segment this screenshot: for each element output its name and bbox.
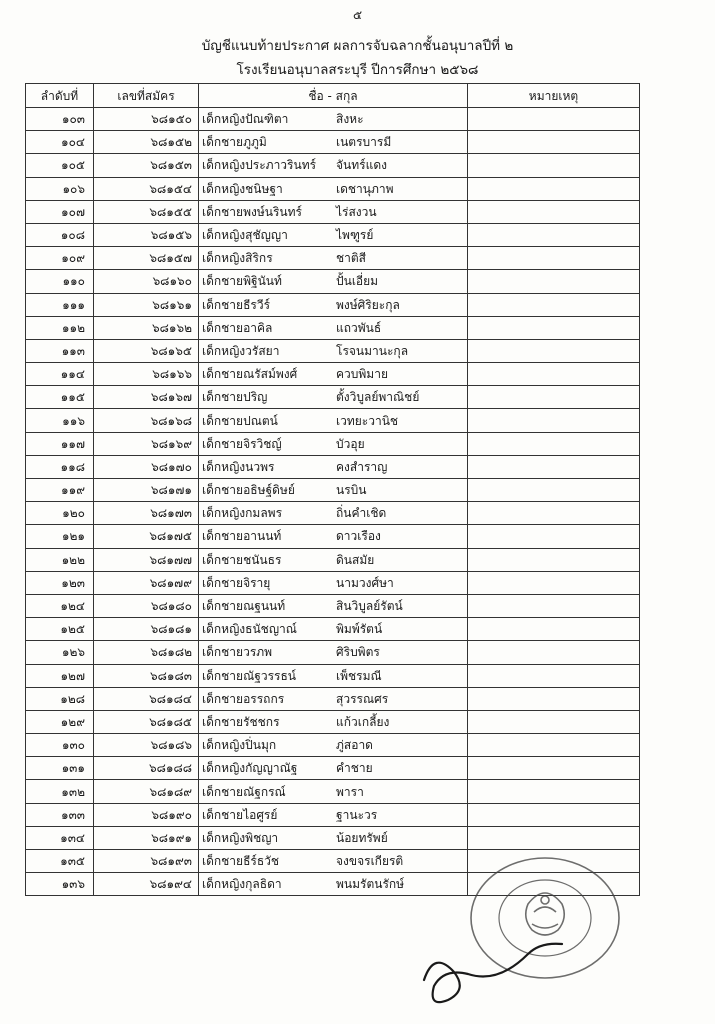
row-name [199, 757, 468, 780]
first-name: เด็กหญิงชนิษฐา [202, 181, 283, 196]
table-row [26, 687, 640, 710]
first-name: เด็กชายวรภพ [202, 645, 273, 660]
row-application-no: ๖๘๑๗๕ [94, 525, 199, 548]
row-name [199, 826, 468, 849]
last-name: ศิริบพิตร [336, 645, 380, 660]
first-name: เด็กชายภูภูมิ [202, 135, 267, 150]
row-application-no: ๖๘๑๘๙ [94, 780, 199, 803]
row-no: ๑๐๕ [26, 154, 94, 177]
row-application-no: ๖๘๑๘๘ [94, 757, 199, 780]
first-name: เด็กชายณฐนนท์ [202, 599, 286, 614]
row-name [199, 502, 468, 525]
last-name: ฐานะวร [336, 807, 378, 822]
table-row [26, 479, 640, 502]
row-name [199, 386, 468, 409]
last-name: เดชานุภาพ [336, 181, 394, 196]
row-remark [468, 734, 640, 757]
row-remark [468, 386, 640, 409]
last-name: ชาติสี [336, 251, 366, 266]
table-row [26, 409, 640, 432]
last-name: จงขจรเกียรติ [336, 854, 404, 869]
row-name [199, 664, 468, 687]
row-remark [468, 780, 640, 803]
row-application-no: ๖๘๑๗๐ [94, 455, 199, 478]
row-application-no: ๖๘๑๘๐ [94, 594, 199, 617]
table-row [26, 154, 640, 177]
row-application-no: ๖๘๑๖๐ [94, 270, 199, 293]
row-no: ๑๓๐ [26, 734, 94, 757]
row-no: ๑๒๗ [26, 664, 94, 687]
row-name [199, 687, 468, 710]
row-no: ๑๒๓ [26, 571, 94, 594]
last-name: เวทยะวานิช [336, 413, 399, 428]
row-name [199, 247, 468, 270]
row-name [199, 571, 468, 594]
last-name: ดินสมัย [336, 552, 375, 567]
row-name [199, 734, 468, 757]
row-application-no: ๖๘๑๘๓ [94, 664, 199, 687]
row-remark [468, 479, 640, 502]
row-name [199, 548, 468, 571]
header-name: ชื่อ - สกุล [199, 84, 468, 108]
row-remark [468, 664, 640, 687]
table-row [26, 641, 640, 664]
table-row [26, 664, 640, 687]
row-application-no: ๖๘๑๘๕ [94, 710, 199, 733]
row-no: ๑๒๘ [26, 687, 94, 710]
row-no: ๑๒๖ [26, 641, 94, 664]
row-application-no: ๖๘๑๗๗ [94, 548, 199, 571]
row-remark [468, 316, 640, 339]
row-no: ๑๒๐ [26, 502, 94, 525]
row-application-no: ๖๘๑๕๖ [94, 223, 199, 246]
row-remark [468, 455, 640, 478]
row-application-no: ๖๘๑๙๓ [94, 850, 199, 873]
row-remark [468, 409, 640, 432]
row-no: ๑๐๘ [26, 223, 94, 246]
row-no: ๑๒๑ [26, 525, 94, 548]
row-name [199, 850, 468, 873]
row-remark [468, 710, 640, 733]
last-name: นามวงศ์ษา [336, 575, 394, 590]
first-name: เด็กหญิงปัณฑิตา [202, 112, 289, 127]
row-application-no: ๖๘๑๕๒ [94, 131, 199, 154]
row-remark [468, 108, 640, 131]
row-no: ๑๐๙ [26, 247, 94, 270]
row-remark [468, 571, 640, 594]
row-application-no: ๖๘๑๕๕ [94, 200, 199, 223]
row-remark [468, 339, 640, 362]
row-name [199, 594, 468, 617]
row-name [199, 780, 468, 803]
row-name [199, 710, 468, 733]
header-application-no: เลขที่สมัคร [94, 84, 199, 108]
row-application-no: ๖๘๑๘๔ [94, 687, 199, 710]
first-name: เด็กชายธีร์ธวัช [202, 854, 280, 869]
first-name: เด็กหญิงพิชญา [202, 830, 279, 845]
last-name: ภู่สอาด [336, 738, 373, 753]
row-name [199, 873, 468, 896]
row-name [199, 641, 468, 664]
table-row [26, 455, 640, 478]
first-name: เด็กชายรัชชกร [202, 714, 280, 729]
first-name: เด็กชายจิรวิชญ์ [202, 436, 282, 451]
row-remark [468, 270, 640, 293]
row-remark [468, 687, 640, 710]
first-name: เด็กชายอาคิล [202, 320, 273, 335]
last-name: คงสำราญ [336, 459, 388, 474]
last-name: คำชาย [336, 761, 373, 776]
first-name: เด็กชายอรรถกร [202, 691, 285, 706]
row-application-no: ๖๘๑๕๓ [94, 154, 199, 177]
row-no: ๑๐๔ [26, 131, 94, 154]
first-name: เด็กชายชนันธร [202, 552, 282, 567]
table-row [26, 826, 640, 849]
table-row [26, 502, 640, 525]
row-remark [468, 502, 640, 525]
row-no: ๑๒๒ [26, 548, 94, 571]
row-application-no: ๖๘๑๙๑ [94, 826, 199, 849]
school-title: โรงเรียนอนุบาลสระบุรี ปีการศึกษา ๒๕๖๘ [236, 62, 479, 78]
row-name [199, 223, 468, 246]
table-row [26, 108, 640, 131]
row-name [199, 316, 468, 339]
first-name: เด็กชายณัฐกรณ์ [202, 784, 286, 799]
table-row [26, 618, 640, 641]
last-name: สุวรรณศร [336, 691, 389, 706]
last-name: สินวิบูลย์รัตน์ [336, 599, 403, 614]
table-row [26, 525, 640, 548]
row-no: ๑๓๒ [26, 780, 94, 803]
row-application-no: ๖๘๑๖๑ [94, 293, 199, 316]
row-remark [468, 826, 640, 849]
last-name: จันทร์แดง [336, 158, 387, 173]
row-name [199, 479, 468, 502]
first-name: เด็กชายณรัสม์พงศ์ [202, 367, 298, 382]
last-name: ควบพิมาย [336, 367, 388, 382]
row-remark [468, 525, 640, 548]
row-no: ๑๓๑ [26, 757, 94, 780]
row-no: ๑๑๔ [26, 363, 94, 386]
row-remark [468, 247, 640, 270]
first-name: เด็กชายไอศูรย์ [202, 807, 278, 822]
row-application-no: ๖๘๑๗๙ [94, 571, 199, 594]
first-name: เด็กหญิงกมลพร [202, 506, 283, 521]
row-name [199, 200, 468, 223]
last-name: สิงหะ [336, 112, 364, 127]
table-row [26, 594, 640, 617]
row-name [199, 339, 468, 362]
last-name: พงษ์ศิริยะกุล [336, 297, 400, 312]
table-row [26, 571, 640, 594]
table-row [26, 270, 640, 293]
last-name: ตั้งวิบูลย์พาณิชย์ [336, 390, 420, 405]
table-row [26, 710, 640, 733]
row-remark [468, 177, 640, 200]
last-name: นรบิน [336, 483, 367, 498]
row-no: ๑๑๑ [26, 293, 94, 316]
row-application-no: ๖๘๑๘๒ [94, 641, 199, 664]
row-application-no: ๖๘๑๖๒ [94, 316, 199, 339]
first-name: เด็กชายจิรายุ [202, 575, 271, 590]
table-row [26, 293, 640, 316]
row-remark [468, 293, 640, 316]
last-name: เพ็ชรมณี [336, 668, 382, 683]
results-table [25, 83, 640, 896]
first-name: เด็กหญิงปิ่นมุก [202, 738, 277, 753]
row-name [199, 618, 468, 641]
last-name: น้อยทรัพย์ [336, 830, 388, 845]
row-remark [468, 757, 640, 780]
table-row [26, 803, 640, 826]
row-remark [468, 803, 640, 826]
table-row [26, 177, 640, 200]
row-no: ๑๓๖ [26, 873, 94, 896]
last-name: ไพฑูรย์ [336, 228, 374, 243]
row-no: ๑๑๒ [26, 316, 94, 339]
row-name [199, 131, 468, 154]
last-name: บัวอุย [336, 436, 365, 451]
first-name: เด็กชายอธิษฐ์ดิษย์ [202, 483, 295, 498]
row-application-no: ๖๘๑๘๑ [94, 618, 199, 641]
row-name [199, 363, 468, 386]
row-no: ๑๑๓ [26, 339, 94, 362]
first-name: เด็กชายธีรวีร์ [202, 297, 271, 312]
row-no: ๑๐๓ [26, 108, 94, 131]
row-application-no: ๖๘๑๗๑ [94, 479, 199, 502]
first-name: เด็กหญิงวรัสยา [202, 343, 280, 358]
first-name: เด็กหญิงสุชัญญา [202, 228, 288, 243]
first-name: เด็กหญิงกุลธิดา [202, 877, 282, 892]
table-row [26, 223, 640, 246]
row-no: ๑๑๗ [26, 432, 94, 455]
table-row [26, 432, 640, 455]
row-no: ๑๒๙ [26, 710, 94, 733]
first-name: เด็กชายปณตน์ [202, 413, 278, 428]
first-name: เด็กหญิงธนัชญาณ์ [202, 622, 297, 637]
last-name: พนมรัตนรักษ์ [336, 877, 405, 892]
last-name: โรจนมานะกุล [336, 343, 409, 358]
table-row [26, 247, 640, 270]
table-row [26, 339, 640, 362]
table-row [26, 200, 640, 223]
table-row [26, 780, 640, 803]
row-name [199, 409, 468, 432]
row-application-no: ๖๘๑๙๔ [94, 873, 199, 896]
table-header-row [26, 84, 640, 108]
row-no: ๑๐๖ [26, 177, 94, 200]
row-application-no: ๖๘๑๖๙ [94, 432, 199, 455]
row-name [199, 293, 468, 316]
table-row [26, 757, 640, 780]
row-remark [468, 154, 640, 177]
first-name: เด็กชายพงษ์นรินทร์ [202, 204, 302, 219]
table-row [26, 548, 640, 571]
row-name [199, 432, 468, 455]
row-application-no: ๖๘๑๙๐ [94, 803, 199, 826]
first-name: เด็กหญิงนวพร [202, 459, 275, 474]
row-application-no: ๖๘๑๖๕ [94, 339, 199, 362]
row-remark [468, 548, 640, 571]
row-name [199, 177, 468, 200]
row-name [199, 108, 468, 131]
signature [418, 918, 568, 1014]
row-name [199, 803, 468, 826]
row-application-no: ๖๘๑๖๖ [94, 363, 199, 386]
first-name: เด็กหญิงสิริกร [202, 251, 273, 266]
row-application-no: ๖๘๑๖๗ [94, 386, 199, 409]
first-name: เด็กชายณัฐวรรธน์ [202, 668, 296, 683]
row-remark [468, 594, 640, 617]
row-application-no: ๖๘๑๖๘ [94, 409, 199, 432]
page-number: ๕ [352, 8, 363, 22]
row-no: ๑๓๓ [26, 803, 94, 826]
last-name: ไร่สงวน [336, 204, 377, 219]
row-no: ๑๑๕ [26, 386, 94, 409]
row-remark [468, 200, 640, 223]
row-name [199, 154, 468, 177]
table-row [26, 386, 640, 409]
first-name: เด็กชายพิฐินันท์ [202, 274, 282, 289]
row-no: ๑๑๙ [26, 479, 94, 502]
table-row [26, 363, 640, 386]
document-title: บัญชีแนบท้ายประกาศ ผลการจับฉลากชั้นอนุบาลปีที่ ๒ [201, 38, 514, 54]
row-remark [468, 432, 640, 455]
row-remark [468, 641, 640, 664]
row-application-no: ๖๘๑๕๔ [94, 177, 199, 200]
row-remark [468, 223, 640, 246]
row-application-no: ๖๘๑๕๐ [94, 108, 199, 131]
row-no: ๑๒๔ [26, 594, 94, 617]
table-row [26, 734, 640, 757]
row-remark [468, 363, 640, 386]
last-name: แก้วเกลี้ยง [336, 714, 390, 729]
row-remark [468, 618, 640, 641]
row-name [199, 525, 468, 548]
row-remark [468, 131, 640, 154]
row-no: ๑๓๕ [26, 850, 94, 873]
table-row [26, 316, 640, 339]
row-name [199, 270, 468, 293]
row-no: ๑๒๕ [26, 618, 94, 641]
last-name: แถวพันธ์ [336, 320, 382, 335]
first-name: เด็กชายปริญ [202, 390, 268, 405]
first-name: เด็กหญิงประภาวรินทร์ [202, 158, 317, 173]
row-no: ๑๑๐ [26, 270, 94, 293]
row-application-no: ๖๘๑๘๖ [94, 734, 199, 757]
row-no: ๑๑๖ [26, 409, 94, 432]
last-name: ดาวเรือง [336, 529, 381, 544]
row-application-no: ๖๘๑๗๓ [94, 502, 199, 525]
row-name [199, 455, 468, 478]
first-name: เด็กหญิงกัญญาณัฐ [202, 761, 298, 776]
row-no: ๑๐๗ [26, 200, 94, 223]
last-name: พิมพ์รัตน์ [336, 622, 383, 637]
row-no: ๑๓๔ [26, 826, 94, 849]
row-application-no: ๖๘๑๕๗ [94, 247, 199, 270]
header-remark: หมายเหตุ [468, 84, 640, 108]
last-name: ปั้นเอี่ยม [336, 274, 379, 289]
first-name: เด็กชายอานนท์ [202, 529, 282, 544]
last-name: ถิ่นคำเชิด [336, 506, 387, 521]
last-name: เนตรบารมี [336, 135, 392, 150]
last-name: พารา [336, 784, 364, 799]
row-no: ๑๑๘ [26, 455, 94, 478]
header-no: ลำดับที่ [26, 84, 94, 108]
table-row [26, 131, 640, 154]
